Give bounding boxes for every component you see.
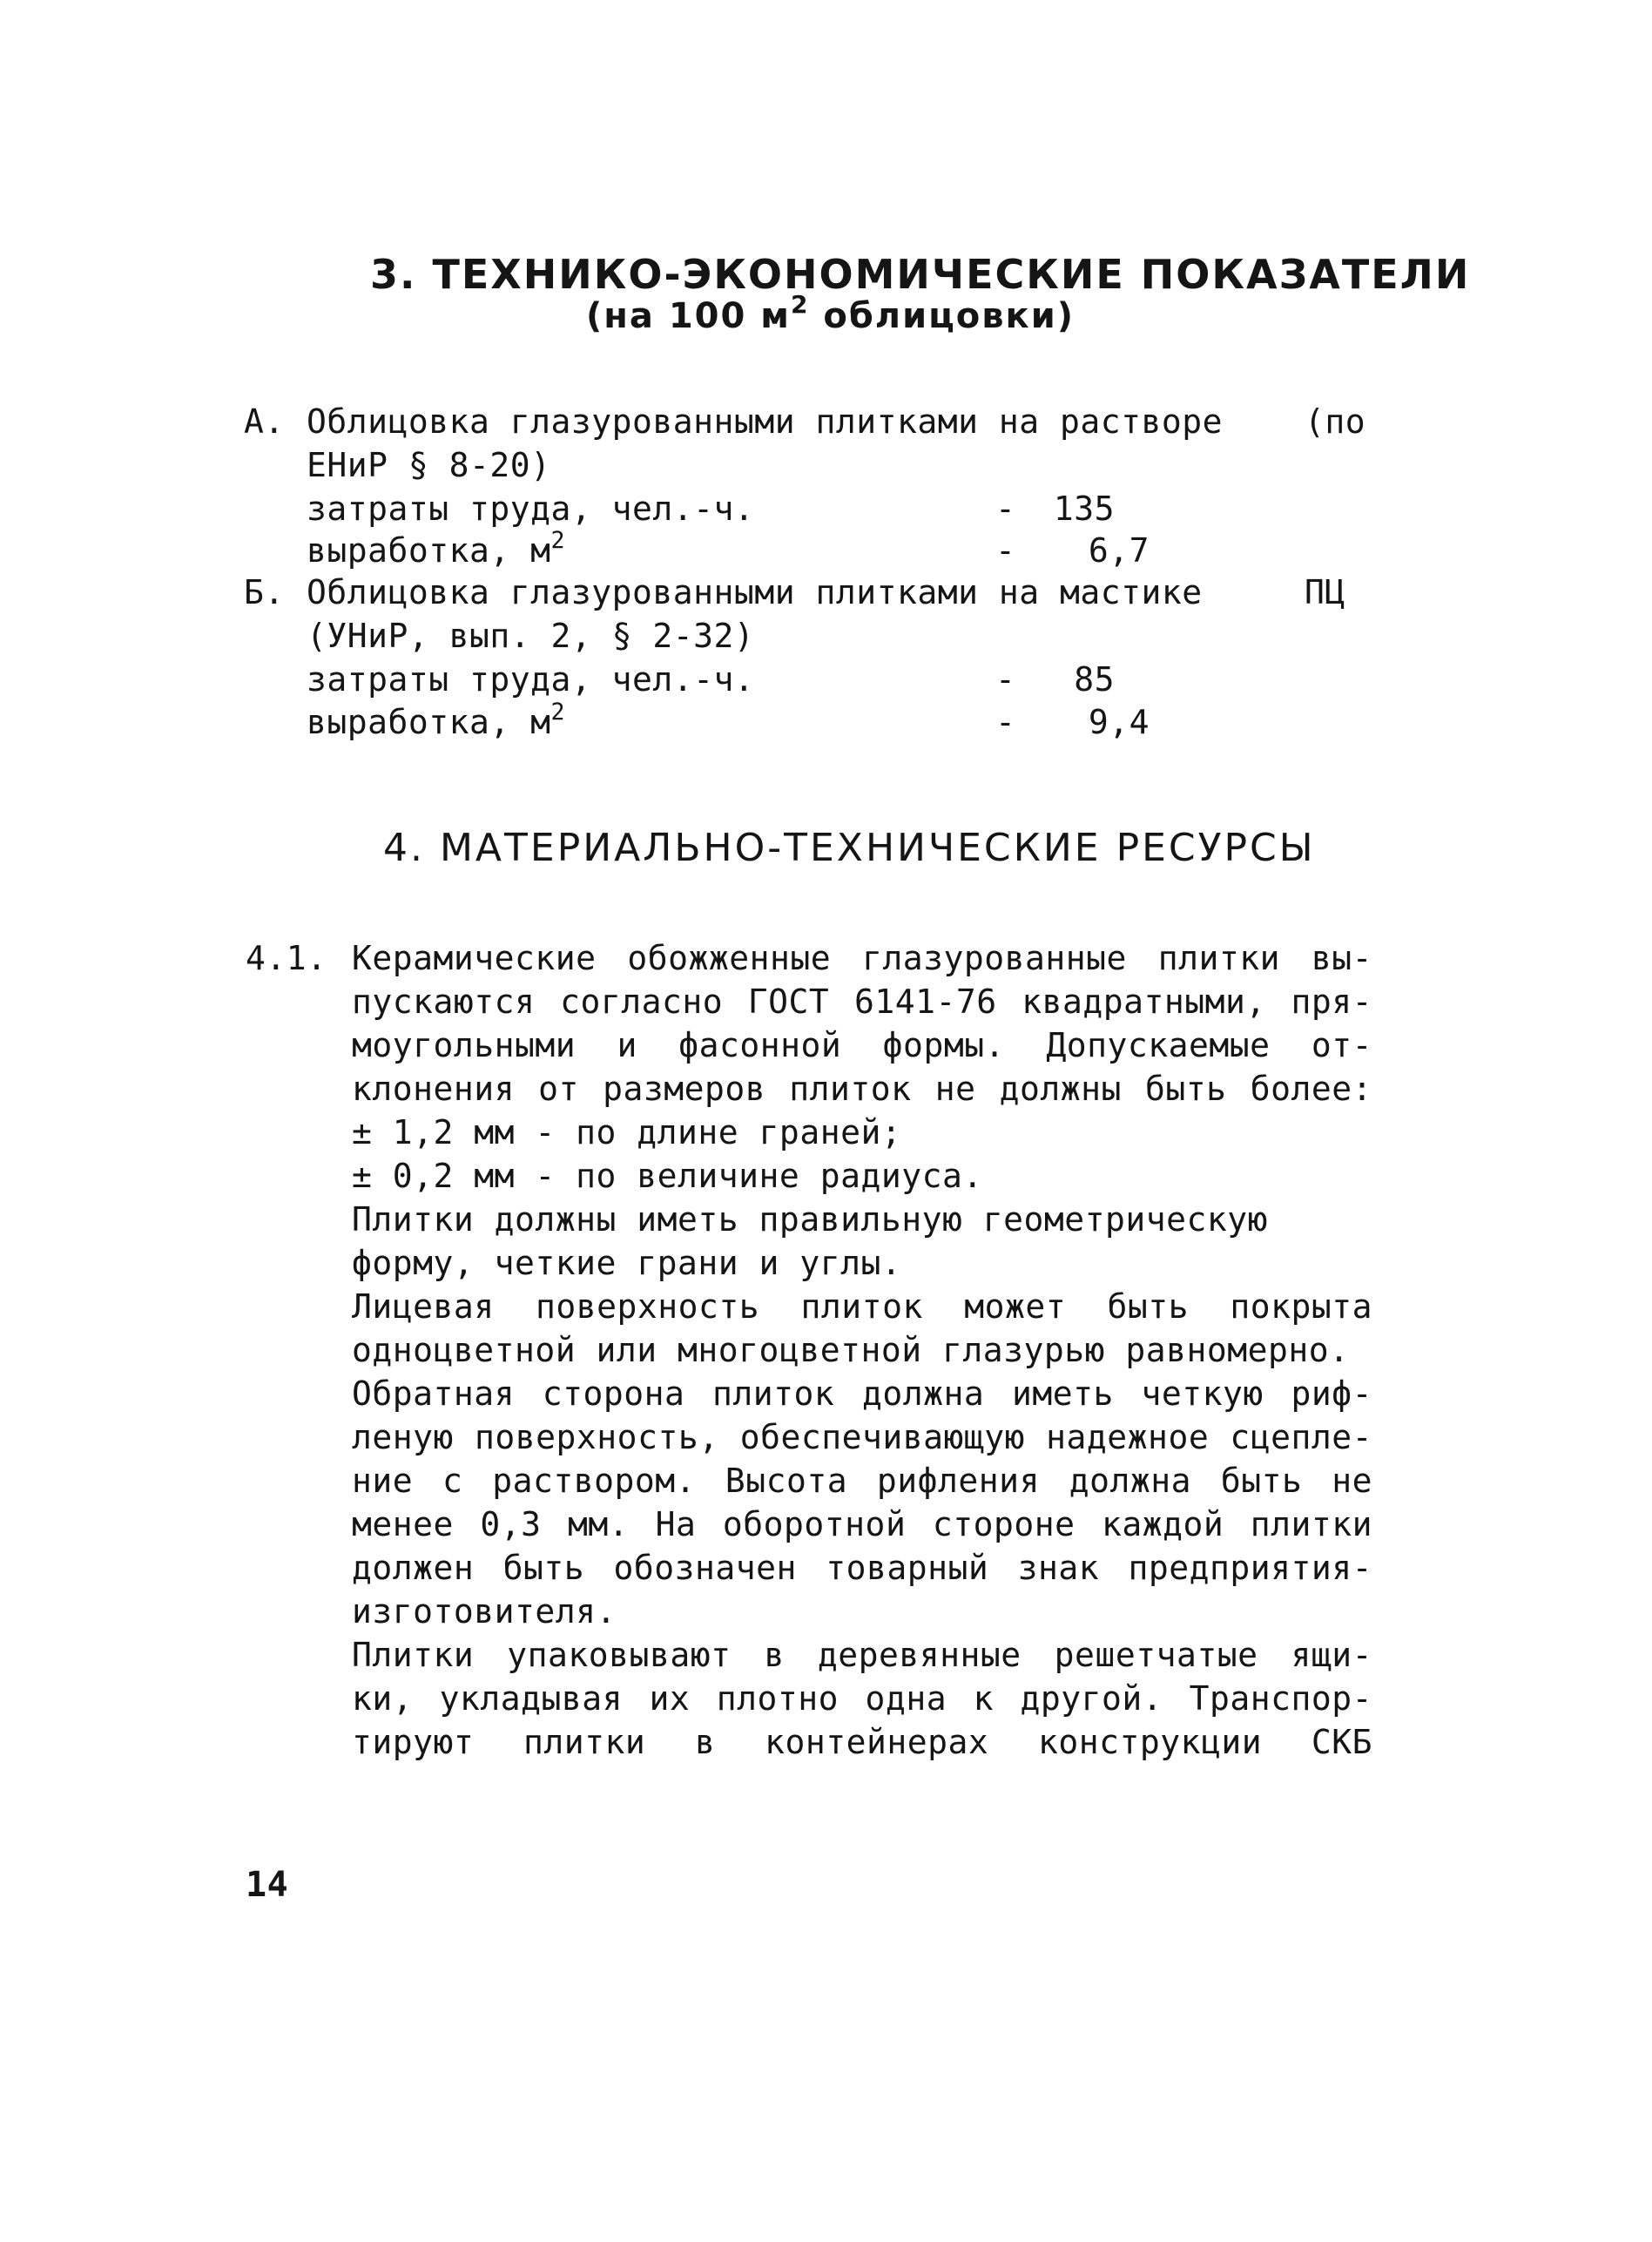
item-a-row-output-value: 6,7 — [1088, 531, 1150, 570]
label-text: выработка, м — [307, 703, 551, 741]
paragraph-line-15: должен быть обозначен товарный знак предприятия- — [352, 1549, 1372, 1587]
paragraph-line-3: моугольными и фасонной формы. Допускаемые от- — [352, 1026, 1372, 1064]
paragraph-line-11: Обратная сторона плиток должна иметь четкую риф- — [352, 1374, 1372, 1413]
label-text: выработка, м — [307, 531, 551, 570]
item-b-row-labour-value: 85 — [1074, 660, 1115, 699]
item-b-line1: Облицовка глазурованными плитками на мастике — [307, 573, 1203, 611]
paragraph-line-14: менее 0,3 мм. На оборотной стороне каждой плитки — [352, 1505, 1372, 1543]
paragraph-line-13: ние с раствором. Высота рифления должна быть не — [352, 1462, 1372, 1500]
item-a-line1-tail: (по — [1305, 402, 1366, 441]
item-b-marker: Б. — [244, 573, 285, 611]
paragraph-line-7: Плитки должны иметь правильную геометрическую — [352, 1200, 1269, 1239]
item-a-row-labour-dash: - — [995, 490, 1016, 528]
item-b-row-output-value: 9,4 — [1088, 703, 1150, 741]
paragraph-line-8: форму, четкие грани и углы. — [352, 1244, 902, 1282]
paragraph-line-2: пускаются согласно ГОСТ 6141-76 квадратными, пря- — [352, 983, 1372, 1021]
item-a-row-output-dash: - — [995, 531, 1016, 570]
item-b-row-output-label — [307, 701, 565, 743]
item-a-row-labour-value: 135 — [1053, 490, 1115, 528]
item-a-marker: А. — [244, 402, 285, 441]
item-a-line2: ЕНиР § 8-20) — [307, 446, 551, 484]
item-b-row-output-dash: - — [995, 703, 1016, 741]
item-b-row-labour-dash: - — [995, 660, 1016, 699]
paragraph-number: 4.1. — [246, 939, 327, 977]
paragraph-line-12: леную поверхность, обеспечивающую надежное сцепле- — [352, 1418, 1372, 1456]
item-a-row-labour-label: затраты труда, чел.-ч. — [307, 490, 755, 528]
paragraph-line-4: клонения от размеров плиток не должны быть более: — [352, 1070, 1372, 1108]
section-3-title: 3. ТЕХНИКО-ЭКОНОМИЧЕСКИЕ ПОКАЗАТЕЛИ — [370, 251, 1471, 298]
label-superscript: 2 — [550, 699, 566, 726]
item-a-row-output-label — [307, 527, 566, 571]
item-a-line1: Облицовка глазурованными плитками на растворе — [307, 402, 1224, 441]
page-number: 14 — [246, 1865, 289, 1905]
item-b-line1-tail: ПЦ — [1305, 573, 1345, 611]
section-3-subtitle — [586, 290, 1075, 336]
label-superscript: 2 — [550, 527, 566, 555]
subtitle-text: (на 100 м — [586, 296, 791, 336]
paragraph-line-5: ± 1,2 мм - по длине граней; — [352, 1113, 902, 1151]
subtitle-text-end: облицовки) — [809, 296, 1075, 336]
subtitle-superscript: 2 — [790, 290, 810, 320]
section-4-title: 4. МАТЕРИАЛЬНО-ТЕХНИЧЕСКИЕ РЕСУРСЫ — [383, 826, 1316, 870]
paragraph-line-9: Лицевая поверхность плиток может быть покрыта — [352, 1287, 1372, 1326]
paragraph-line-6: ± 0,2 мм - по величине радиуса. — [352, 1157, 983, 1195]
item-b-row-labour-label: затраты труда, чел.-ч. — [307, 660, 755, 699]
item-b-line2: (УНиР, вып. 2, § 2-32) — [307, 617, 755, 655]
paragraph-line-17: Плитки упаковывают в деревянные решетчатые ящи- — [352, 1636, 1372, 1674]
paragraph-line-1: Керамические обожженные глазурованные плитки вы- — [352, 939, 1372, 977]
paragraph-line-19: тируют плитки в контейнерах конструкции СКБ — [352, 1723, 1372, 1761]
paragraph-line-16: изготовителя. — [352, 1592, 617, 1631]
paragraph-line-10: одноцветной или многоцветной глазурью равномерно. — [352, 1331, 1350, 1369]
paragraph-line-18: ки, укладывая их плотно одна к другой. Транспор- — [352, 1679, 1372, 1718]
